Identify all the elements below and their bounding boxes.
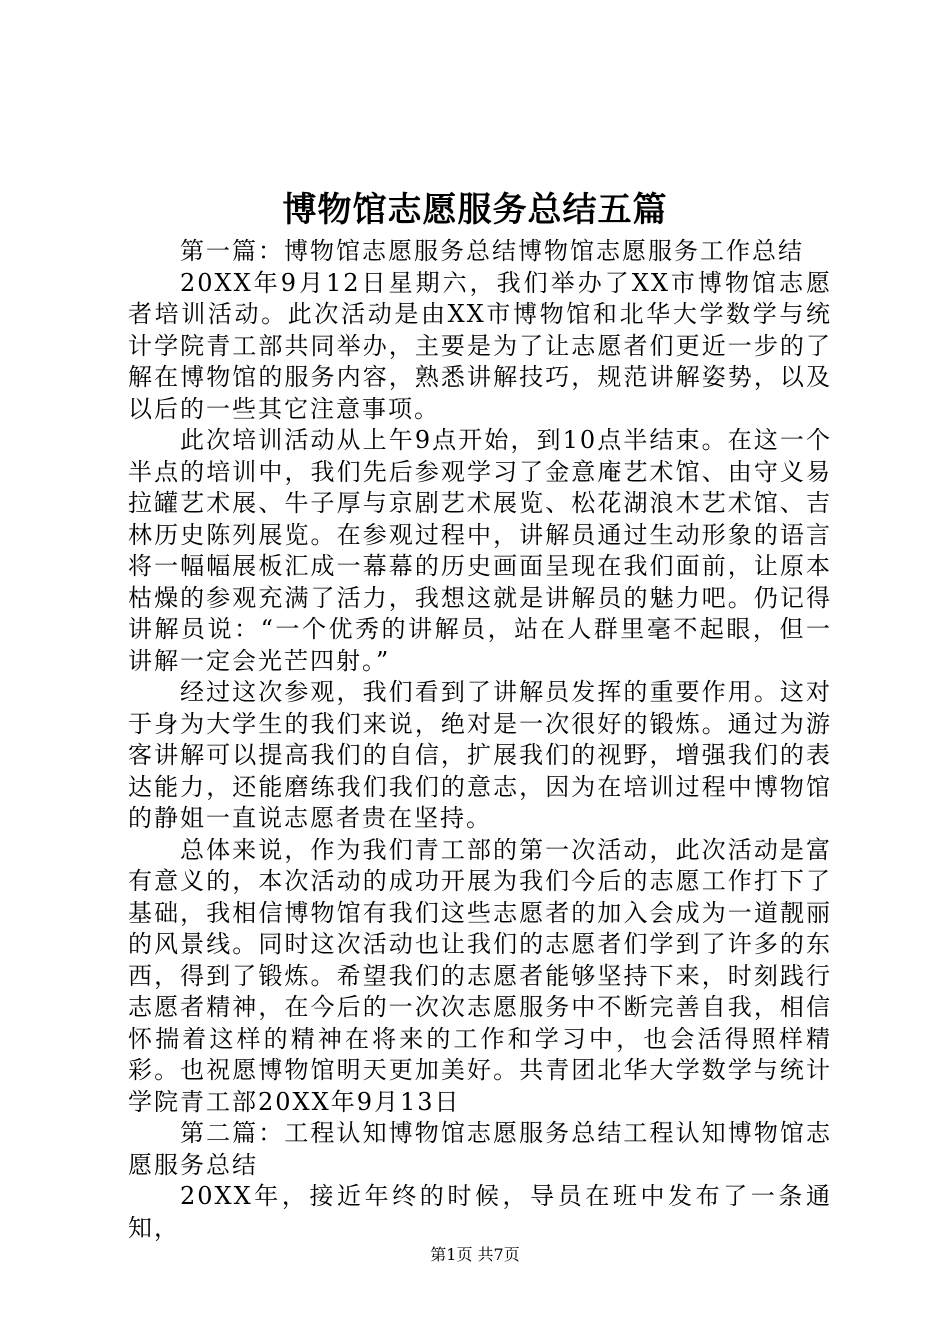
- paragraph-2-heading: 第二篇：工程认知博物馆志愿服务总结工程认知博物馆志愿服务总结: [128, 1119, 832, 1179]
- paragraph: 20XX年，接近年终的时候，导员在班中发布了一条通知，: [128, 1182, 832, 1242]
- paragraph: 此次培训活动从上午9点开始，到10点半结束。在这一个半点的培训中，我们先后参观学习了金意庵艺术馆、由守义易拉罐艺术展、牛子厚与京剧艺术展览、松花湖浪木艺术馆、吉林历史陈列展览。在参观过程中，讲解员通过生动形象的语言将一幅幅展板汇成一幕幕的历史画面呈现在我们面前，让原本枯燥的参观充满了活力，我想这就是讲解员的魅力吧。仍记得讲解员说：“一个优秀的讲解员，站在人群里毫不起眼，但一讲解一定会光芒四射。”: [128, 426, 832, 675]
- paragraph: 20XX年9月12日星期六，我们举办了XX市博物馆志愿者培训活动。此次活动是由XX市博物馆和北华大学数学与统计学院青工部共同举办，主要是为了让志愿者们更近一步的了解在博物馆的服务内容，熟悉讲解技巧，规范讲解姿势，以及以后的一些其它注意事项。: [128, 268, 832, 423]
- paragraph: 经过这次参观，我们看到了讲解员发挥的重要作用。这对于身为大学生的我们来说，绝对是一次很好的锻炼。通过为游客讲解可以提高我们的自信，扩展我们的视野，增强我们的表达能力，还能磨练我们我们的意志，因为在培训过程中博物馆的静姐一直说志愿者贵在坚持。: [128, 678, 832, 832]
- page-number-footer: 第1页 共7页: [430, 1245, 520, 1264]
- document-body: [128, 236, 832, 1244]
- paragraph: 总体来说，作为我们青工部的第一次活动，此次活动是富有意义的，本次活动的成功开展为我们今后的志愿工作打下了基础，我相信博物馆有我们这些志愿者的加入会成为一道靓丽的风景线。同时这次活动也让我们的志愿者们学到了许多的东西，得到了锻炼。希望我们的志愿者能够坚持下来，时刻践行志愿者精神，在今后的一次次志愿服务中不断完善自我，相信怀揣着这样的精神在将来的工作和学习中，也会活得照样精彩。也祝愿博物馆明天更加美好。共青团北华大学数学与统计学院青工部20XX年9月13日: [128, 835, 832, 1116]
- paragraph-1-heading: 第一篇：博物馆志愿服务总结博物馆志愿服务工作总结: [180, 237, 804, 265]
- document-title: 博物馆志愿服务总结五篇: [282, 190, 668, 230]
